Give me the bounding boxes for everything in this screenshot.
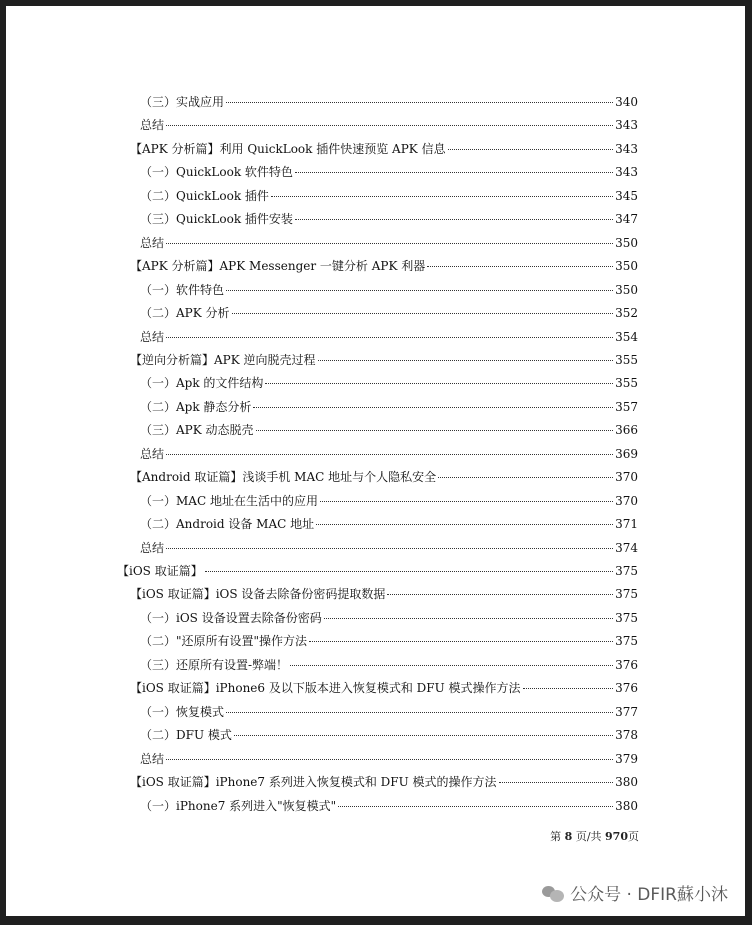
toc-entry-title: （二）Apk 静态分析	[140, 399, 252, 414]
toc-entry[interactable]	[140, 375, 638, 391]
toc-entry[interactable]	[140, 798, 638, 814]
toc-entry-page: 350	[615, 235, 638, 250]
toc-entry-title: （二）QuickLook 插件	[140, 188, 269, 203]
toc-entry-page: 350	[615, 282, 638, 297]
toc-leader-dots	[166, 125, 613, 126]
toc-entry[interactable]	[140, 540, 638, 556]
toc-entry-title: 【iOS 取证篇】iOS 设备去除备份密码提取数据	[130, 587, 386, 602]
toc-entry-title: 【iOS 取证篇】iPhone7 系列进入恢复模式和 DFU 模式的操作方法	[130, 775, 497, 790]
toc-leader-dots	[166, 759, 613, 760]
toc-entry[interactable]	[140, 727, 638, 743]
watermark-text: 公众号 · DFIR蘇小沐	[570, 885, 728, 905]
toc-entry-page: 370	[615, 470, 638, 485]
toc-entry-title: 【逆向分析篇】APK 逆向脱壳过程	[130, 352, 316, 367]
toc-leader-dots	[438, 477, 613, 478]
toc-entry-title: 【iOS 取证篇】iPhone6 及以下版本进入恢复模式和 DFU 模式操作方法	[130, 681, 521, 696]
toc-entry-title: （二）"还原所有设置"操作方法	[140, 634, 308, 649]
toc-entry[interactable]	[117, 563, 638, 579]
toc-leader-dots	[256, 430, 614, 431]
toc-entry[interactable]	[130, 141, 638, 157]
toc-leader-dots	[166, 454, 613, 455]
toc-entry[interactable]	[140, 422, 638, 438]
toc-entry[interactable]	[130, 586, 638, 602]
toc-leader-dots	[290, 665, 613, 666]
current-page-number: 8	[564, 830, 573, 843]
toc-entry-title: （一）QuickLook 软件特色	[140, 165, 293, 180]
toc-leader-dots	[318, 360, 614, 361]
toc-leader-dots	[253, 407, 613, 408]
toc-entry-page: 377	[615, 704, 638, 719]
toc-entry[interactable]	[130, 352, 638, 368]
toc-entry-title: （三）APK 动态脱壳	[140, 423, 254, 438]
toc-leader-dots	[271, 196, 613, 197]
toc-entry-page: 374	[615, 540, 638, 555]
toc-leader-dots	[499, 782, 614, 783]
toc-entry-page: 379	[615, 751, 638, 766]
toc-leader-dots	[226, 102, 613, 103]
toc-leader-dots	[166, 337, 613, 338]
toc-entry[interactable]	[140, 305, 638, 321]
toc-leader-dots	[387, 594, 613, 595]
toc-entry-title: 总结	[140, 118, 165, 133]
toc-entry-page: 378	[615, 728, 638, 743]
toc-entry[interactable]	[140, 610, 638, 626]
toc-leader-dots	[232, 313, 614, 314]
toc-entry-title: 【APK 分析篇】APK Messenger 一键分析 APK 利器	[130, 259, 426, 274]
toc-entry-title: 【APK 分析篇】利用 QuickLook 插件快速预览 APK 信息	[130, 141, 446, 156]
toc-entry-page: 343	[615, 118, 638, 133]
toc-entry[interactable]	[140, 633, 638, 649]
toc-entry[interactable]	[140, 211, 638, 227]
toc-entry-title: （一）iPhone7 系列进入"恢复模式"	[140, 798, 337, 813]
toc-entry-page: 345	[615, 188, 638, 203]
toc-entry-page: 375	[615, 610, 638, 625]
toc-leader-dots	[523, 688, 614, 689]
toc-entry-page: 376	[615, 657, 638, 672]
toc-entry-page: 380	[615, 775, 638, 790]
toc-leader-dots	[166, 548, 613, 549]
toc-entry-page: 354	[615, 329, 638, 344]
toc-entry-page: 375	[615, 634, 638, 649]
toc-entry[interactable]	[140, 493, 638, 509]
toc-entry-title: 【Android 取证篇】浅谈手机 MAC 地址与个人隐私安全	[130, 470, 437, 485]
toc-entry[interactable]	[130, 469, 638, 485]
toc-leader-dots	[427, 266, 613, 267]
document-page	[6, 6, 745, 916]
toc-entry-page: 350	[615, 259, 638, 274]
toc-entry[interactable]	[140, 329, 638, 345]
toc-entry-title: （一）软件特色	[140, 282, 225, 297]
toc-entry[interactable]	[140, 164, 638, 180]
toc-entry[interactable]	[140, 117, 638, 133]
toc-entry-title: （二）Android 设备 MAC 地址	[140, 517, 315, 532]
toc-leader-dots	[205, 571, 613, 572]
toc-entry[interactable]	[140, 188, 638, 204]
page-footer: 第 8 页/共 970页	[550, 830, 639, 843]
toc-entry[interactable]	[140, 516, 638, 532]
toc-entry-page: 343	[615, 165, 638, 180]
toc-entry-title: （三）还原所有设置-弊端！	[140, 657, 289, 672]
toc-leader-dots	[166, 243, 613, 244]
toc-leader-dots	[316, 524, 613, 525]
toc-entry[interactable]	[130, 680, 638, 696]
toc-entry-page: 366	[615, 423, 638, 438]
toc-leader-dots	[265, 383, 613, 384]
toc-entry-title: （一）MAC 地址在生活中的应用	[140, 493, 318, 508]
toc-entry-page: 355	[615, 352, 638, 367]
toc-entry[interactable]	[130, 258, 638, 274]
toc-entry-page: 375	[615, 564, 638, 578]
toc-entry-title: （一）iOS 设备设置去除备份密码	[140, 610, 322, 625]
toc-entry-title: 总结	[140, 329, 165, 344]
toc-entry-page: 369	[615, 446, 638, 461]
toc-entry-title: （三）实战应用	[140, 95, 225, 109]
toc-leader-dots	[226, 712, 613, 713]
watermark	[542, 880, 728, 905]
toc-entry-title: （二）APK 分析	[140, 306, 230, 321]
total-page-count: 970	[605, 830, 628, 843]
toc-leader-dots	[338, 806, 613, 807]
toc-entry[interactable]	[140, 94, 638, 110]
toc-leader-dots	[324, 618, 613, 619]
toc-entry-page: 347	[615, 212, 638, 227]
toc-entry-title: 总结	[140, 446, 165, 461]
toc-entry-page: 380	[615, 798, 638, 813]
toc-entry-page: 355	[615, 376, 638, 391]
wechat-icon	[542, 884, 564, 902]
toc-leader-dots	[226, 290, 613, 291]
toc-entry-page: 370	[615, 493, 638, 508]
toc-entry-page: 352	[615, 306, 638, 321]
toc-entry-title: （二）DFU 模式	[140, 728, 232, 743]
toc-entry[interactable]	[130, 774, 638, 790]
toc-entry-title: 总结	[140, 751, 165, 766]
toc-entry[interactable]	[140, 282, 638, 298]
toc-entry-title: 【iOS 取证篇】	[117, 564, 203, 578]
toc-entry-page: 371	[615, 517, 638, 532]
toc-leader-dots	[295, 172, 613, 173]
toc-entry[interactable]	[140, 704, 638, 720]
toc-entry[interactable]	[140, 657, 638, 673]
toc-entry-title: 总结	[140, 235, 165, 250]
toc-entry[interactable]	[140, 235, 638, 251]
toc-entry-title: （一）Apk 的文件结构	[140, 376, 264, 391]
toc-entry[interactable]	[140, 446, 638, 462]
toc-leader-dots	[448, 149, 614, 150]
toc-entry-title: 总结	[140, 540, 165, 555]
toc-entry-page: 343	[615, 141, 638, 156]
toc-entry-title: （一）恢复模式	[140, 704, 225, 719]
toc-entry[interactable]	[140, 399, 638, 415]
toc-entry-page: 376	[615, 681, 638, 696]
toc-leader-dots	[295, 219, 613, 220]
toc-entry-page: 340	[615, 95, 638, 109]
toc-entry-page: 375	[615, 587, 638, 602]
toc-entry-title: （三）QuickLook 插件安装	[140, 212, 293, 227]
toc-leader-dots	[320, 501, 613, 502]
toc-entry-page: 357	[615, 399, 638, 414]
toc-entry[interactable]	[140, 751, 638, 767]
toc-leader-dots	[309, 641, 613, 642]
toc-leader-dots	[234, 735, 613, 736]
